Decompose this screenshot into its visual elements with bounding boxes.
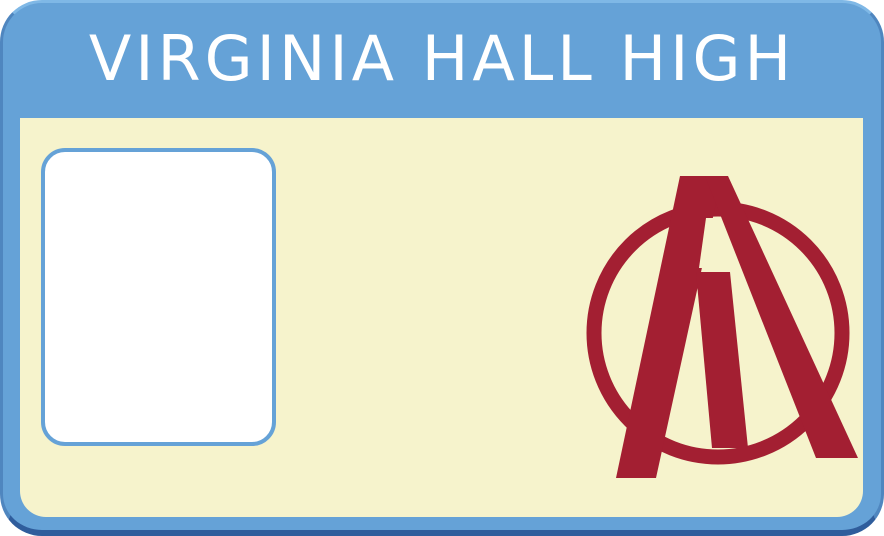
school-name-title: VIRGINIA HALL HIGH <box>88 22 796 95</box>
photo-placeholder <box>41 148 276 446</box>
school-emblem-logo <box>575 168 865 486</box>
emblem-center-bar <box>696 272 748 448</box>
